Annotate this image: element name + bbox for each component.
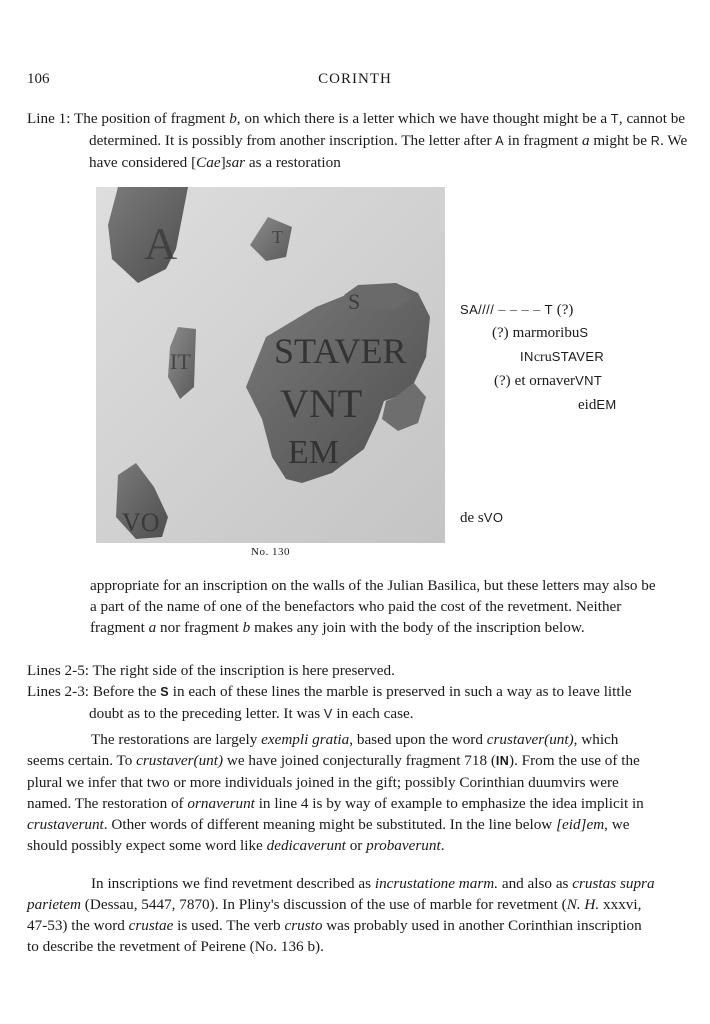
inscription-photo <box>96 187 445 543</box>
photo-letters-em: EM <box>288 434 339 471</box>
figure-caption: No. 130 <box>251 546 290 558</box>
photo-letter-s: S <box>348 289 361 314</box>
photo-letters-staver: STAVER <box>274 331 407 371</box>
lines-2-5-note: Lines 2-5: The right side of the inscription is here preserved. <box>27 662 395 679</box>
line1-note: Line 1: The position of fragment b, on which there is a letter which we have thought might be a T, cannot be determined. It is possibly from another inscription. The letter after A in fragment a might be R. We have considered [Cae]sar as a restoration <box>27 110 688 171</box>
photo-letters-vnt: VNT <box>280 381 363 426</box>
continuation-paragraph: appropriate for an inscription on the walls of the Julian Basilica, but these letters may also be a part of the name of one of the benefactors who paid the cost of the revetment. Neither fragment a nor fragment b makes any join with the body of the inscription below. <box>90 577 656 636</box>
lines-2-3-note: Lines 2-3: Before the S in each of these lines the marble is preserved in such a way as to leave little doubt as to the preceding letter. It was V in each case. <box>27 683 632 722</box>
photo-letters-vo: VO <box>122 508 160 537</box>
transcription-line-5: eidEM <box>578 397 617 413</box>
restorations-paragraph: The restorations are largely exempli gratia, based upon the word crustaver(unt), which seems certain. To crustaver(unt) we have joined conjecturally fragment 718 (IN). From the use of the plural we infer that two or more individuals joined in the gift; possibly Corinthian duumvirs were named. The restoration of ornaverunt in line 4 is by way of example to emphasize the idea implicit in crustaverunt. Other words of different meaning might be substituted. In the line below [eid]em, we should possibly expect some word like dedicaverunt or probaverunt. <box>27 731 644 854</box>
revetment-paragraph: In inscriptions we find revetment described as incrustatione marm. and also as crustas supra parietem (Dessau, 5447, 7870). In Pliny's discussion of the use of marble for revetment (N. H. xxxvi, 47-53) the word crustae is used. The verb crusto was probably used in another Corinthian inscription to describe the revetment of Peirene (No. 136 b). <box>27 875 655 955</box>
transcription-line-3: INcruSTAVER <box>520 349 605 365</box>
line-notes <box>27 660 657 725</box>
transcription-line-6: de sVO <box>460 510 504 526</box>
line1-label: Line 1: <box>27 110 71 127</box>
photo-letter-a: A <box>144 218 178 269</box>
page-number: 106 <box>27 71 50 87</box>
running-title: CORINTH <box>318 71 392 87</box>
photo-letter-t: T <box>272 227 283 247</box>
transcription-line-2: (?) marmoribuS <box>492 325 589 341</box>
photo-letters-it: IT <box>170 349 191 374</box>
fragment-photo-drawing <box>96 187 445 543</box>
transcription-line-1: SA//// – – – – T (?) <box>460 302 574 318</box>
hatch-mark: //// <box>478 302 495 317</box>
transcription-line-4: (?) et ornaverVNT <box>494 373 603 389</box>
